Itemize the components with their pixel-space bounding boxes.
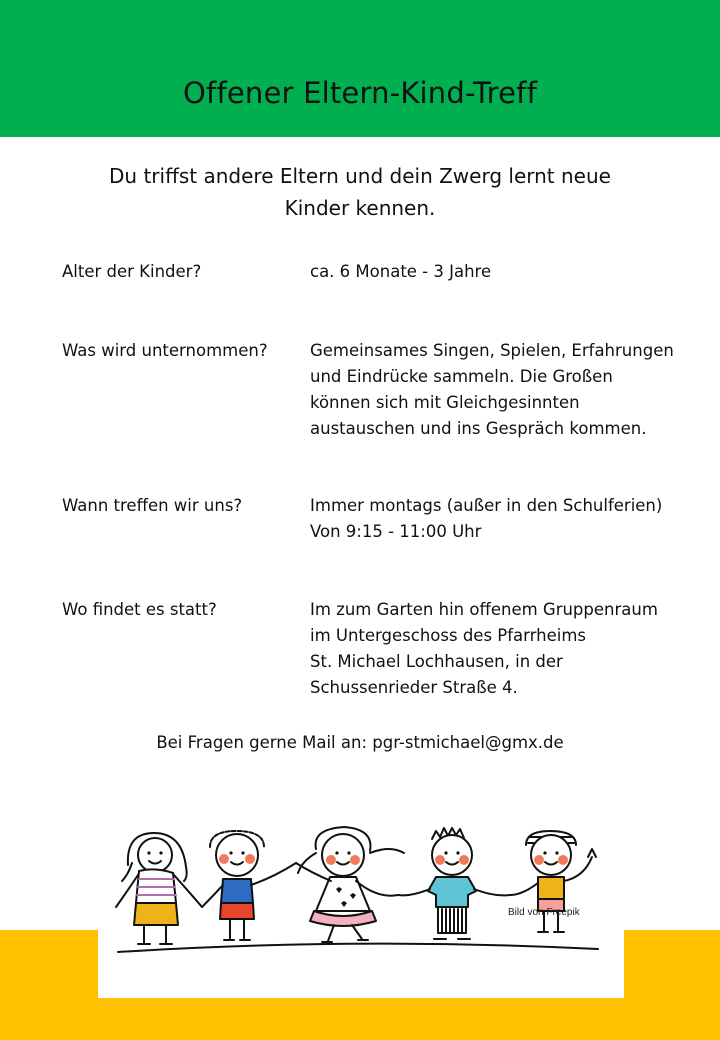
info-label: Wo findet es statt? — [62, 600, 217, 619]
info-label: Was wird unternommen? — [62, 341, 268, 360]
header-band — [0, 0, 720, 137]
info-value-line: St. Michael Lochhausen, in der — [310, 652, 563, 671]
info-value-line: Schussenrieder Straße 4. — [310, 678, 518, 697]
info-value-line: können sich mit Gleichgesinnten — [310, 393, 580, 412]
info-value — [310, 493, 710, 545]
intro-line-1: Du triffst andere Eltern und dein Zwerg lernt neue — [109, 164, 611, 188]
info-value-line: Im zum Garten hin offenem Gruppenraum — [310, 600, 658, 619]
info-value-line: und Eindrücke sammeln. Die Großen — [310, 367, 613, 386]
contact-line: Bei Fragen gerne Mail an: pgr-stmichael@gmx.de — [156, 733, 564, 752]
info-value-line: Von 9:15 - 11:00 Uhr — [310, 522, 482, 541]
ground-line — [118, 944, 598, 952]
info-value-line: im Untergeschoss des Pfarrheims — [310, 626, 587, 645]
info-label: Alter der Kinder? — [62, 262, 202, 281]
info-value-line: ca. 6 Monate - 3 Jahre — [310, 262, 492, 281]
kid-3 — [296, 827, 404, 942]
page-title: Offener Eltern-Kind-Treff — [183, 76, 537, 110]
info-value — [310, 338, 710, 442]
info-value — [310, 597, 710, 701]
intro-line-2: Kinder kennen. — [284, 196, 436, 220]
info-value-line: Gemeinsames Singen, Spielen, Erfahrungen — [310, 341, 674, 360]
image-credit: Bild von Freepik — [508, 907, 580, 918]
kid-4 — [398, 828, 510, 939]
info-value — [310, 259, 710, 285]
info-label: Wann treffen wir uns? — [62, 496, 243, 515]
intro-text — [60, 160, 660, 224]
kid-1 — [116, 833, 202, 944]
children-holding-hands-illustration — [98, 815, 624, 975]
kid-2 — [202, 831, 296, 940]
info-value-line: austauschen und ins Gespräch kommen. — [310, 419, 647, 438]
info-value-line: Immer montags (außer in den Schulferien) — [310, 496, 663, 515]
